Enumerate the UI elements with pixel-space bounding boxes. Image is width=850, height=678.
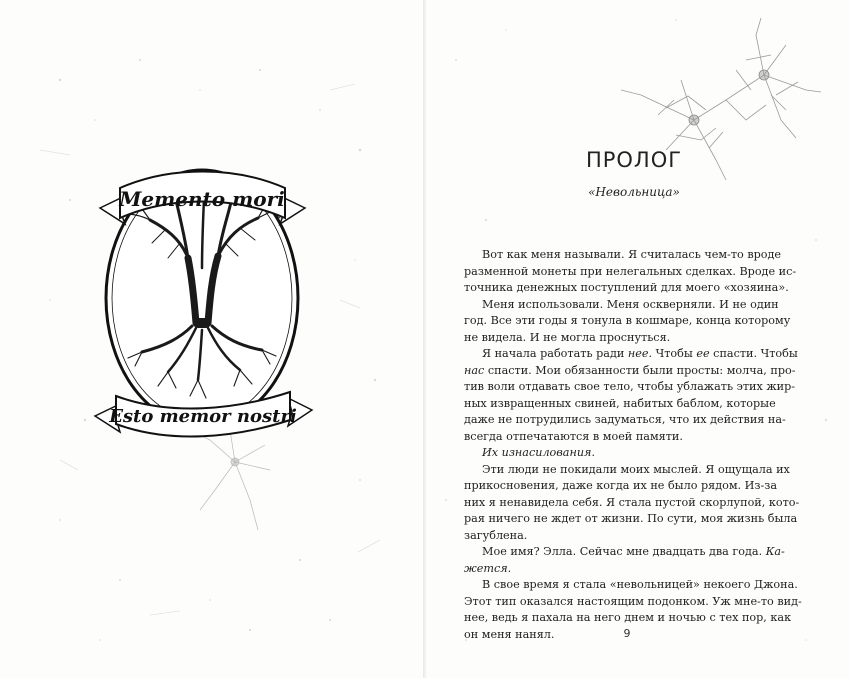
page-number: 9	[623, 627, 631, 640]
text-line: рая ничего не ждет от жизни. По сути, моя жизнь была	[464, 512, 798, 525]
left-page	[0, 0, 424, 678]
text-line: точника денежных поступлений для моего «хозяина».	[464, 281, 789, 294]
text-line: тив воли отдавать свое тело, чтобы ублажать этих жир-	[464, 380, 796, 393]
text-line: Их изнасилования.	[482, 446, 596, 459]
text-line: нас спасти. Мои обязанности были просты: молча, про-	[464, 363, 796, 377]
text-line: Вот как меня называли. Я считалась чем-то вроде	[482, 248, 782, 261]
text-line: Я начала работать ради нее. Чтобы ее спасти. Чтобы	[482, 347, 798, 360]
text-line: ных извращенных свиней, набитых баблом, которые	[464, 396, 776, 410]
text-line: не видела. И не могла проснуться.	[464, 330, 671, 344]
ribbon-top-text: Memento mori	[119, 187, 285, 211]
text-line: них я ненавидела себя. Я стала пустой скорлупой, кото-	[464, 495, 800, 509]
text-line: Этот тип оказался настоящим подонком. Уж мне-то вид-	[464, 594, 802, 608]
right-page	[426, 0, 850, 678]
text-line: Эти люди не покидали моих мыслей. Я ощущала их	[482, 462, 790, 476]
text-line: прикосновения, даже когда их не было рядом. Из-за	[464, 479, 778, 492]
text-line: жется.	[464, 561, 512, 575]
text-line: всегда отпечатаются в моей памяти.	[464, 429, 683, 443]
text-line: Меня использовали. Меня оскверняли. И не один	[482, 297, 779, 311]
text-line: даже не потрудились задуматься, что их действия на-	[464, 413, 786, 426]
chapter-title: ПРОЛОГ	[585, 148, 683, 172]
ribbon-bottom-text: Esto memor nostri	[109, 406, 297, 427]
prologue-body	[464, 247, 802, 643]
text-line: загублена.	[464, 528, 528, 542]
memento-mori-emblem	[80, 148, 325, 448]
text-line: разменной монеты при нелегальных сделках. Вроде ис-	[464, 264, 797, 278]
text-line: В свое время я стала «невольницей» некоего Джона.	[482, 578, 798, 591]
text-line: он меня нанял.	[464, 627, 555, 641]
text-line: нее, ведь я пахала на него днем и ночью с тех пор, как	[464, 611, 792, 624]
text-line: Мое имя? Элла. Сейчас мне двадцать два года. Ка-	[482, 545, 785, 558]
text-line: год. Все эти годы я тонула в кошмаре, конца которому	[464, 314, 791, 327]
chapter-subtitle: «Невольница»	[588, 185, 680, 199]
